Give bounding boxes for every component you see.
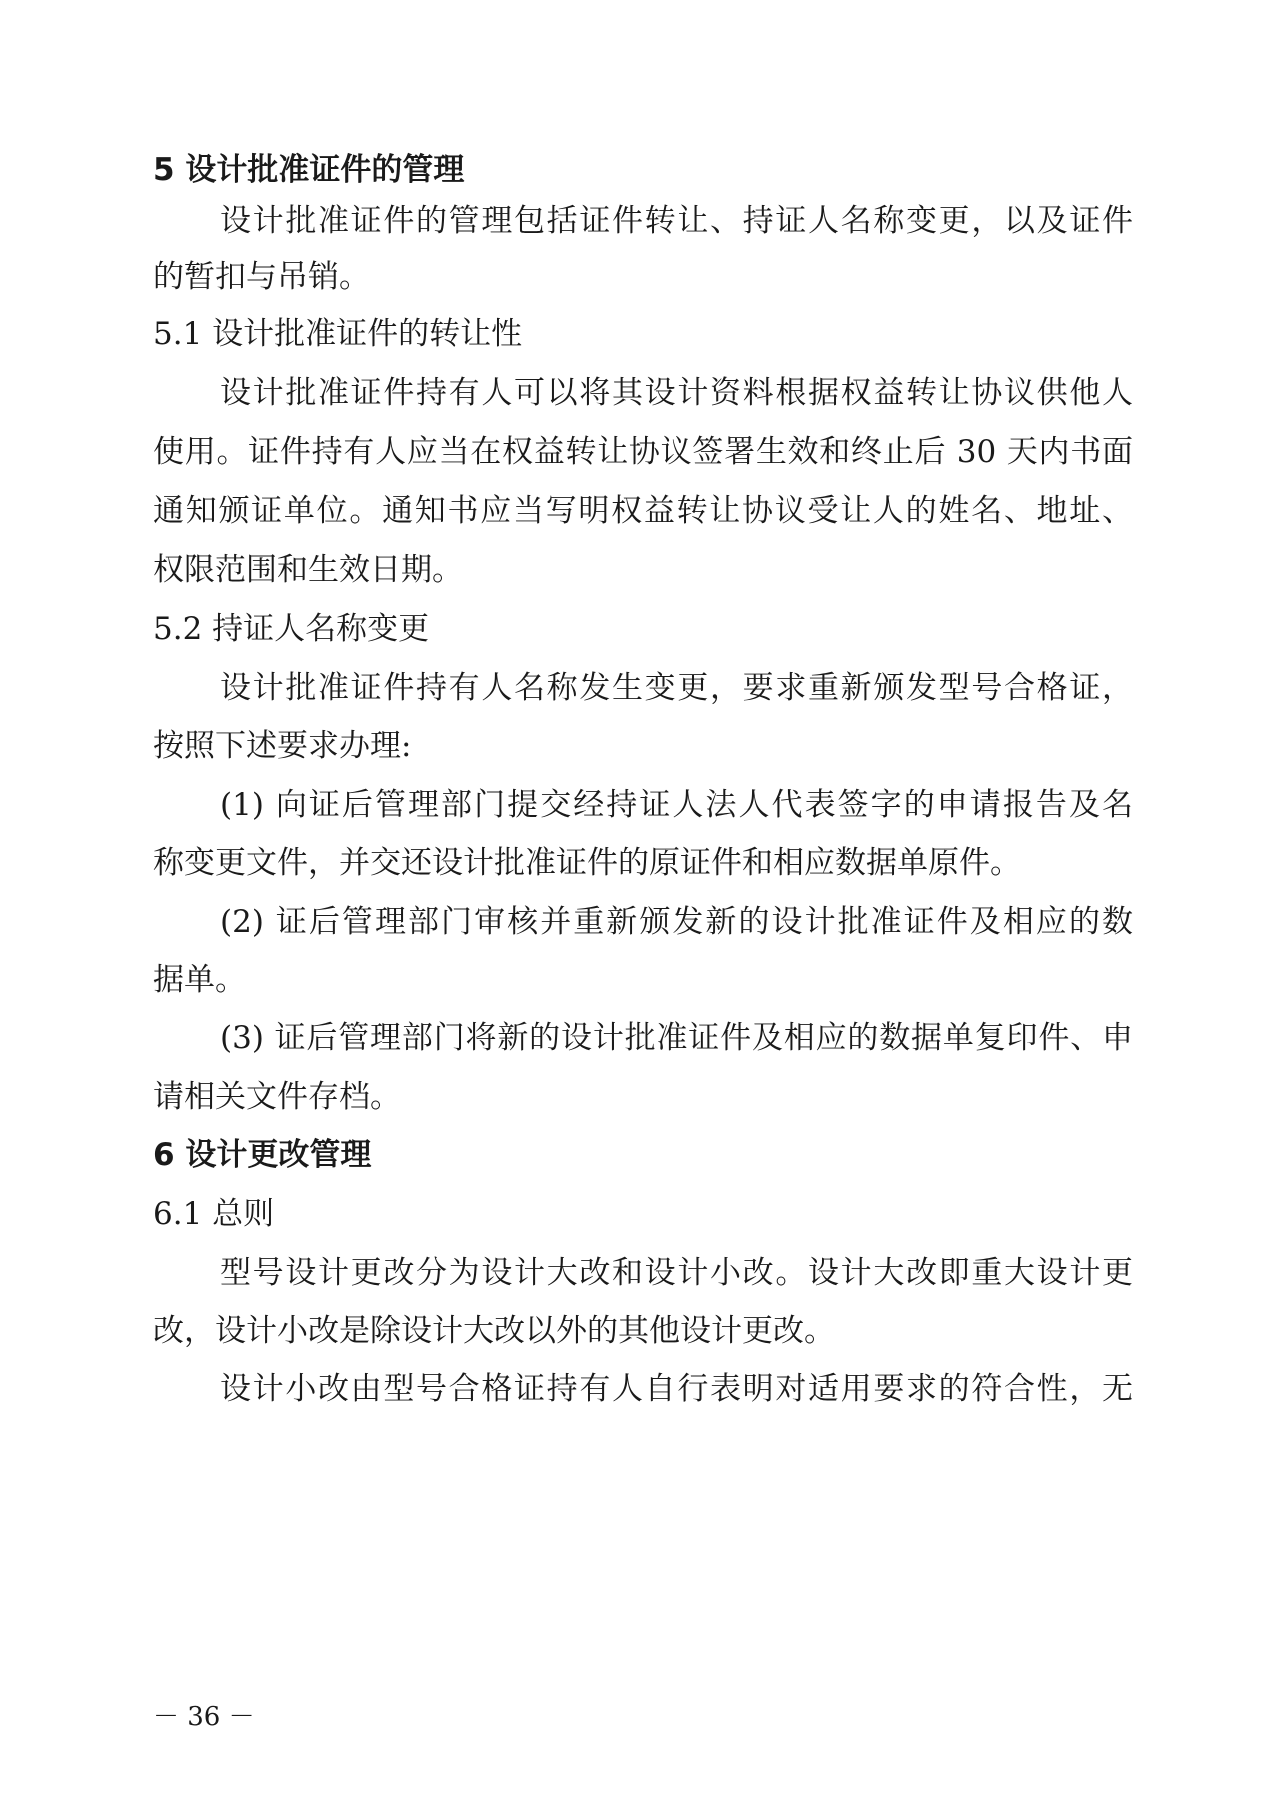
subsection-heading-6-1: 6.1 总则 — [153, 1196, 275, 1232]
paragraph-line: 型号设计更改分为设计大改和设计小改。设计大改即重大设计更 — [220, 1255, 1133, 1291]
section-heading-5: 5 设计批准证件的管理 — [153, 152, 465, 188]
subsection-heading-5-2: 5.2 持证人名称变更 — [153, 611, 430, 647]
subsection-heading-5-1: 5.1 设计批准证件的转让性 — [153, 316, 523, 352]
paragraph-line: 使用。证件持有人应当在权益转让协议签署生效和终止后 30 天内书面 — [153, 434, 1133, 470]
paragraph-line: 设计批准证件持有人可以将其设计资料根据权益转让协议供他人 — [220, 375, 1133, 411]
paragraph-line: 改，设计小改是除设计大改以外的其他设计更改。 — [153, 1313, 835, 1349]
page-number: － 36 － — [153, 1702, 255, 1732]
paragraph-line: 设计批准证件的管理包括证件转让、持证人名称变更，以及证件 — [220, 203, 1133, 239]
paragraph-line: 权限范围和生效日期。 — [153, 552, 463, 588]
list-item-2-line: (2) 证后管理部门审核并重新颁发新的设计批准证件及相应的数 — [220, 904, 1133, 940]
list-item-1-line: 称变更文件，并交还设计批准证件的原证件和相应数据单原件。 — [153, 845, 1021, 881]
paragraph-line: 的暂扣与吊销。 — [153, 259, 370, 295]
list-item-3-line: 请相关文件存档。 — [153, 1079, 401, 1115]
section-heading-6: 6 设计更改管理 — [153, 1137, 372, 1173]
paragraph-line: 按照下述要求办理: — [153, 728, 412, 764]
list-item-2-line: 据单。 — [153, 962, 246, 998]
list-item-3-line: (3) 证后管理部门将新的设计批准证件及相应的数据单复印件、申 — [220, 1020, 1133, 1056]
list-item-1-line: (1) 向证后管理部门提交经持证人法人代表签字的申请报告及名 — [220, 787, 1133, 823]
paragraph-line: 通知颁证单位。通知书应当写明权益转让协议受让人的姓名、地址、 — [153, 493, 1133, 529]
paragraph-line: 设计批准证件持有人名称发生变更，要求重新颁发型号合格证， — [220, 670, 1133, 706]
paragraph-line: 设计小改由型号合格证持有人自行表明对适用要求的符合性，无 — [220, 1371, 1133, 1407]
